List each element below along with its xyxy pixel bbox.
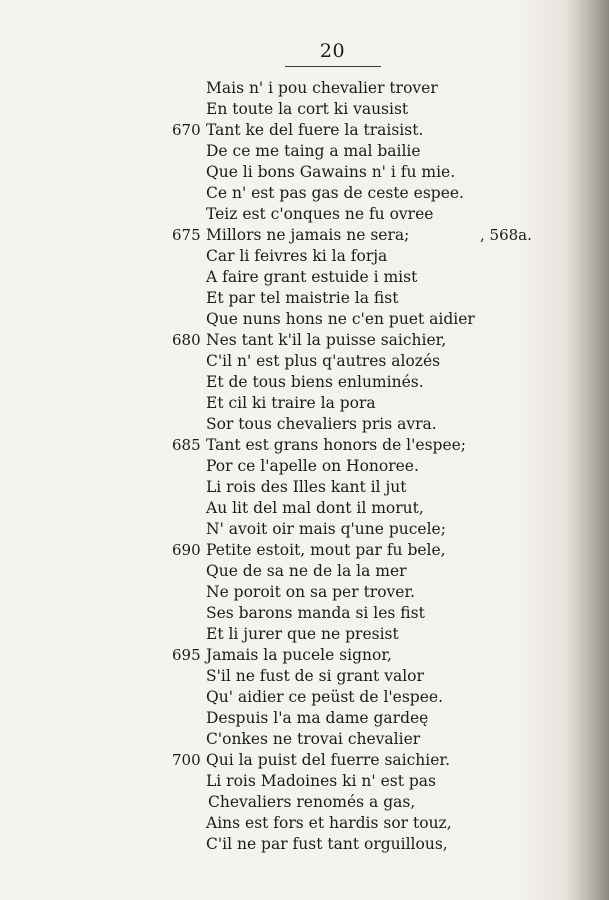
verse-line — [0, 204, 609, 225]
verse-text: Ce n' est pas gas de ceste espee. — [206, 184, 464, 202]
verse-text: Et par tel maistrie la fist — [206, 289, 399, 307]
verse-line — [0, 582, 609, 603]
verse-text: Jamais la pucele signor, — [206, 646, 392, 664]
verse-text: Despuis l'a ma dame gardeę — [206, 709, 429, 727]
verse-list — [0, 78, 609, 855]
verse-line — [0, 477, 609, 498]
verse-text: Et de tous biens enluminés. — [206, 373, 424, 391]
verse-text: C'il ne par fust tant orguillous, — [206, 835, 448, 853]
verse-text: Petite estoit, mout par fu bele, — [206, 541, 446, 559]
verse-text: Qui la puist del fuerre saichier. — [206, 751, 451, 769]
verse-text: En toute la cort ki vausist — [206, 100, 409, 118]
verse-text: Que de sa ne de la la mer — [206, 562, 407, 580]
verse-line — [0, 708, 609, 729]
verse-line — [0, 603, 609, 624]
verse-text: S'il ne fust de si grant valor — [206, 667, 424, 685]
verse-line — [0, 435, 609, 456]
verse-text: Li rois Madoines ki n' est pas — [206, 772, 436, 790]
verse-text: Chevaliers renomés a gas, — [208, 793, 416, 811]
margin-reference: , 568a. — [480, 226, 532, 244]
verse-line — [0, 246, 609, 267]
verse-text: A faire grant estuide i mist — [206, 268, 418, 286]
verse-line — [0, 729, 609, 750]
verse-line — [0, 288, 609, 309]
verse-text: Ains est fors et hardis sor touz, — [206, 814, 452, 832]
verse-text: Que nuns hons ne c'en puet aidier — [206, 310, 475, 328]
verse-line — [0, 372, 609, 393]
verse-line — [0, 309, 609, 330]
verse-text: Tant est grans honors de l'espee; — [206, 436, 467, 454]
verse-line — [0, 498, 609, 519]
header-rule — [285, 66, 381, 67]
verse-line — [0, 813, 609, 834]
verse-line — [0, 225, 609, 246]
verse-line — [0, 456, 609, 477]
verse-line — [0, 519, 609, 540]
verse-text: Li rois des Illes kant il jut — [206, 478, 407, 496]
verse-text: Car li feivres ki la forja — [206, 247, 388, 265]
verse-line — [0, 645, 609, 666]
verse-text: Ses barons manda si les fist — [206, 604, 425, 622]
verse-text: Au lit del mal dont il morut, — [206, 499, 424, 517]
verse-text: Et li jurer que ne presist — [206, 625, 399, 643]
verse-line — [0, 834, 609, 855]
verse-text: Sor tous chevaliers pris avra. — [206, 415, 437, 433]
verse-number: 670 — [172, 121, 201, 139]
verse-line — [0, 540, 609, 561]
verse-text: Tant ke del fuere la traisist. — [206, 121, 424, 139]
verse-text: C'onkes ne trovai chevalier — [206, 730, 421, 748]
verse-line — [0, 78, 609, 99]
verse-text: Qu' aidier ce peüst de l'espee. — [206, 688, 443, 706]
verse-text: Mais n' i pou chevalier trover — [206, 79, 438, 97]
verse-line — [0, 267, 609, 288]
verse-text: Por ce l'apelle on Honoree. — [206, 457, 419, 475]
verse-line — [0, 162, 609, 183]
verse-line — [0, 351, 609, 372]
page-number: 20 — [319, 40, 346, 62]
verse-number: 695 — [172, 646, 201, 664]
verse-text: De ce me taing a mal bailie — [206, 142, 421, 160]
verse-text: Millors ne jamais ne sera; — [206, 226, 410, 244]
verse-number: 690 — [172, 541, 201, 559]
verse-number: 680 — [172, 331, 201, 349]
verse-line — [0, 393, 609, 414]
verse-line — [0, 792, 609, 813]
verse-line — [0, 624, 609, 645]
verse-line — [0, 687, 609, 708]
verse-line — [0, 330, 609, 351]
verse-number: 675 — [172, 226, 201, 244]
verse-line — [0, 414, 609, 435]
verse-line — [0, 141, 609, 162]
verse-line — [0, 183, 609, 204]
verse-text: C'il n' est plus q'autres alozés — [206, 352, 441, 370]
verse-line — [0, 561, 609, 582]
verse-text: Nes tant k'il la puisse saichier, — [206, 331, 447, 349]
verse-line — [0, 666, 609, 687]
verse-text: Que li bons Gawains n' i fu mie. — [206, 163, 456, 181]
verse-text: N' avoit oir mais q'une pucele; — [206, 520, 446, 538]
verse-text: Ne poroit on sa per trover. — [206, 583, 416, 601]
verse-line — [0, 771, 609, 792]
verse-line — [0, 750, 609, 771]
verse-number: 700 — [172, 751, 201, 769]
verse-line — [0, 99, 609, 120]
verse-text: Teiz est c'onques ne fu ovree — [206, 205, 434, 223]
verse-line — [0, 120, 609, 141]
verse-text: Et cil ki traire la pora — [206, 394, 376, 412]
verse-number: 685 — [172, 436, 201, 454]
